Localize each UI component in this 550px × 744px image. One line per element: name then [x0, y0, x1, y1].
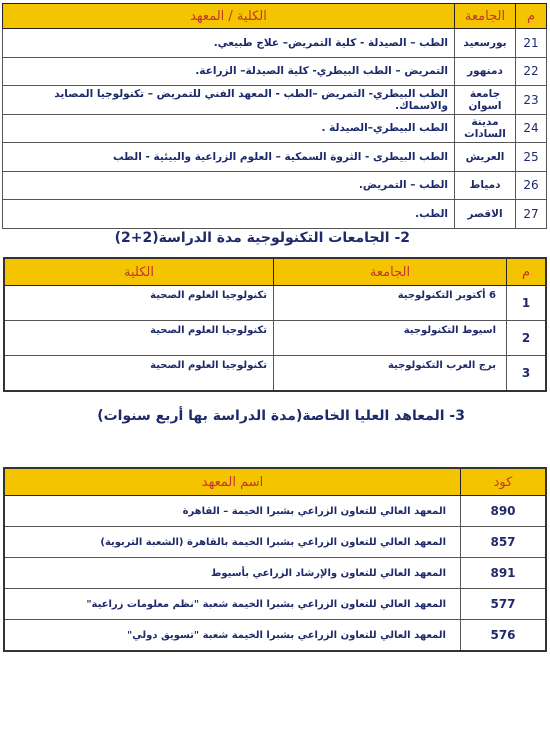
header-number: م: [516, 4, 547, 29]
row-number: 27: [516, 200, 547, 229]
row-faculty: الطب البيطرى - الثروة السمكية – العلوم الزراعية والبيئية - الطب: [3, 143, 455, 172]
row-university: مدينة السادات: [455, 114, 516, 143]
row-faculty: التمريض – الطب البيطري- كلية الصيدلة– الزراعة.: [3, 57, 455, 86]
row-faculty: الطب البيطري–الصيدلة .: [3, 114, 455, 143]
row-institute-name: المعهد العالي للتعاون الزراعي بشبرا الخيمة شعبة "نظم معلومات زراعية": [4, 589, 461, 620]
section-title-private-institutes: 3- المعاهد العليا الخاصة(مدة الدراسة بها أربع سنوات): [97, 408, 465, 424]
row-number: 3: [507, 356, 547, 392]
table-row: [4, 527, 546, 558]
universities-table: [2, 3, 547, 229]
row-faculty: الطب البيطري- التمريض –الطب - المعهد الفني للتمريض – تكنولوجيا المصايد والاسماك.: [3, 86, 455, 115]
row-code: 857: [461, 527, 547, 558]
table-row: [3, 86, 547, 115]
row-number: 24: [516, 114, 547, 143]
row-number: 25: [516, 143, 547, 172]
row-university: بورسعيد: [455, 29, 516, 58]
row-number: 23: [516, 86, 547, 115]
table-row: [4, 558, 546, 589]
section-title-technological-universities: 2- الجامعات التكنولوجية مدة الدراسة(2+2): [114, 230, 410, 246]
header-number: م: [507, 258, 547, 286]
table-row: [4, 286, 546, 321]
header-code: كود: [461, 468, 547, 496]
table-header-row: [4, 258, 546, 286]
row-institute-name: المعهد العالي للتعاون الزراعي بشبرا الخيمة بالقاهرة (الشعبة التربوية): [4, 527, 461, 558]
row-code: 577: [461, 589, 547, 620]
row-university: دمنهور: [455, 57, 516, 86]
row-university: اسيوط التكنولوجية: [274, 321, 507, 356]
header-institute-name: اسم المعهد: [4, 468, 461, 496]
table-header-row: [4, 468, 546, 496]
private-institutes-table: [3, 467, 547, 652]
row-code: 890: [461, 496, 547, 527]
row-university: العريش: [455, 143, 516, 172]
row-university: برج العرب التكنولوجية: [274, 356, 507, 392]
table-row: [3, 29, 547, 58]
row-faculty: الطب – الصيدلة - كلية التمريض– علاج طبيعي.: [3, 29, 455, 58]
row-university: دمياط: [455, 171, 516, 200]
row-faculty: الطب – التمريض.: [3, 171, 455, 200]
row-institute-name: المعهد العالي للتعاون الزراعي بشبرا الخيمة شعبة "تسويق دولي": [4, 620, 461, 652]
header-faculty: الكلية: [4, 258, 274, 286]
header-university: الجامعة: [455, 4, 516, 29]
table-row: [3, 57, 547, 86]
row-faculty: تكنولوجيا العلوم الصحية: [4, 286, 274, 321]
table-row: [4, 496, 546, 527]
row-faculty: تكنولوجيا العلوم الصحية: [4, 356, 274, 392]
header-university: الجامعة: [274, 258, 507, 286]
row-number: 2: [507, 321, 547, 356]
table-row: [4, 321, 546, 356]
row-number: 26: [516, 171, 547, 200]
row-number: 1: [507, 286, 547, 321]
row-university: 6 أكتوبر التكنولوجية: [274, 286, 507, 321]
table-row: [3, 200, 547, 229]
table-row: [3, 143, 547, 172]
table-row: [3, 114, 547, 143]
row-institute-name: المعهد العالي للتعاون والإرشاد الزراعي بأسيوط: [4, 558, 461, 589]
row-faculty: تكنولوجيا العلوم الصحية: [4, 321, 274, 356]
table-row: [4, 620, 546, 652]
table-row: [3, 171, 547, 200]
row-code: 891: [461, 558, 547, 589]
table-row: [4, 589, 546, 620]
header-faculty: الكلية / المعهد: [3, 4, 455, 29]
row-code: 576: [461, 620, 547, 652]
row-faculty: الطب.: [3, 200, 455, 229]
table-row: [4, 356, 546, 392]
row-institute-name: المعهد العالي للتعاون الزراعي بشبرا الخيمة – القاهرة: [4, 496, 461, 527]
row-university: جامعة اسوان: [455, 86, 516, 115]
row-university: الاقصر: [455, 200, 516, 229]
row-number: 22: [516, 57, 547, 86]
table-header-row: [3, 4, 547, 29]
row-number: 21: [516, 29, 547, 58]
technological-universities-table: [3, 257, 547, 392]
